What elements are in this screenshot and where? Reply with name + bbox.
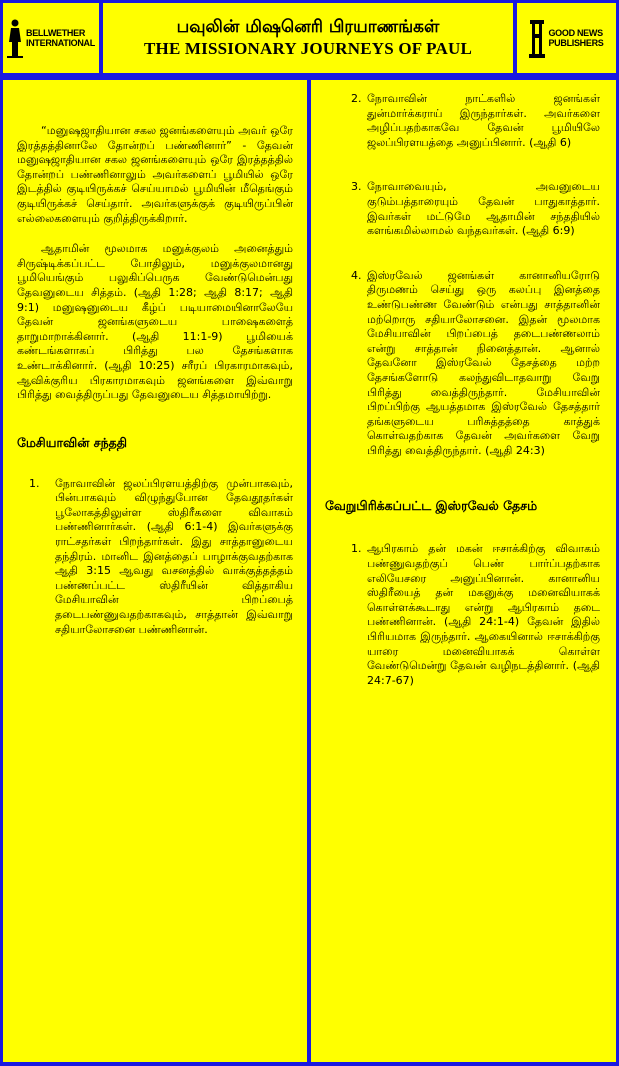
section-heading-messiah-lineage: மேசியாவின் சந்ததி [17, 434, 127, 450]
list-item [325, 92, 600, 150]
good-news-logo [517, 3, 616, 73]
left-logo-line2: INTERNATIONAL [26, 38, 95, 48]
bellwether-logo [3, 3, 99, 73]
bellwether-figure-icon [7, 18, 23, 58]
gutenberg-press-icon [529, 18, 545, 58]
title-panel [103, 3, 513, 73]
title-english: THE MISSIONARY JOURNEYS OF PAUL [143, 39, 472, 58]
right-logo-line2: PUBLISHERS [548, 38, 604, 48]
list-item [17, 477, 293, 638]
israel-list [325, 542, 600, 688]
list-item-text: நோவாவின் நாட்களில் ஜனங்கள் துன்மார்க்கராய் இருந்தார்கள். அவர்களை அழிப்பதற்காகவே தேவன் பூமியிலே ஜலப்பிரளயத்தை அனுப்பினார். (ஆதி 6) [367, 92, 600, 149]
left-column [3, 80, 307, 1062]
list-item-number: 1. [351, 542, 362, 556]
list-item-number: 2. [351, 92, 362, 105]
list-item [325, 180, 600, 238]
intro-paragraph-2: ஆதாமின் மூலமாக மனுக்குலம் அனைத்தும் சிருஷ்டிக்கப்பட்ட போதிலும், மனுக்குலமானது பூமியெங்கும் பலுகிப்பெருக வேண்டுமென்பது தேவனுடைய சித்தம். (ஆதி 1:28; ஆதி 8:17; ஆதி 9:1) மனுஷனுடைய கீழ்ப் படியாமையினாலேயே தேவன் ஜனங்களுடைய பாஷைகளைத் தாறுமாறாக்கினார். (ஆதி 11:1-9) பூமியைக் கண்டங்களாகப் பிரித்து பல தேசங்களாக உண்டாக்கினார். (ஆதி 10:25) சரீரப் பிரகாரமாகவும், ஆவிக்குரிய பிரகாரமாகவும் ஜனங்களை இவ்வாறு பிரித்து வைத்திருப்பது தேவனுடைய சித்தமாயிற்று. [17, 242, 293, 402]
list-item-text: இஸ்ரவேல் ஜனங்கள் கானானியரோடு திருமணம் செய்து ஒரு கலப்பு இனத்தை உண்டுபண்ண வேண்டும் என்பது சாத்தானின் மற்றொரு சதியாலோசனை. இதன் மூலமாக மேசியாவின் பிறப்பைத் தடைபண்ணலாம் என்று சாத்தான் நினைத்தான். ஆனால் தேவனோ இஸ்ரவேல் தேசத்தை மற்ற தேசங்களோடு கலந்துவிடாதவாறு வேறு பிரித்து வைத்திருந்தார். மேசியாவின் பிறப்பிற்கு ஆயத்தமாக இஸ்ரவேல் தேசத்தார் தங்களுடைய பரிசுத்தத்தை காத்துக் கொள்வதற்காக தேவன் அவர்களை வேறு பிரித்து வைத்திருந்தார். (ஆதி 24:3) [367, 268, 600, 457]
list-item-number: 4. [351, 268, 362, 282]
lineage-list-continued [325, 92, 600, 458]
list-item-text: நோவாவின் ஜலப்பிரளயத்திற்கு முன்பாகவும், பின்பாகவும் விழுந்துபோன தேவதூதர்கள் பூலோகத்திலுள்ள ஸ்திரீகளை விவாகம் பண்ணினார்கள். (ஆதி 6:1-4) இவர்களுக்கு ராட்சதர்கள் பிறந்தார்கள். இது சாத்தானுடைய தந்திரம். மானிட இனத்தைப் பாழாக்குவதற்காக ஆதி 3:15 ஆவது வசனத்தில் வாக்குத்தத்தம் பண்ணப்பட்ட ஸ்திரீயின் வித்தாகிய மேசியாவின் பிறப்பைத் தடைபண்ணுவதற்காகவும், சாத்தான் இவ்வாறு சதியாலோசனை பண்ணினான். [55, 476, 293, 636]
title-tamil: பவுலின் மிஷனெரி பிரயாணங்கள் [176, 17, 440, 37]
right-column [311, 80, 616, 1062]
list-item-text: நோவாவையும், அவனுடைய குடும்பத்தாரையும் தேவன் பாதுகாத்தார். இவர்கள் மட்டுமே ஆதாமின் சந்ததியில் களங்கமில்லாமல் வந்தவர்கள். (ஆதி 6:9) [367, 180, 600, 238]
list-item-number: 3. [351, 180, 362, 194]
right-logo-line1: GOOD NEWS [548, 28, 603, 38]
intro-paragraph-1: “மனுஷஜாதியான சகல ஜனங்களையும் அவர் ஒரே இரத்தத்தினாலே தோன்றப் பண்ணினார்” - தேவன் மனுஷஜாதியான சகல ஜனங்களையும் ஒரே இரத்தத்தில் தோன்றப் பண்ணினாலும் அவர்களைப் பூமியில் ஒரே இடத்தில் குடியிருக்கச் செய்யாமல் பூமியின் மீதெங்கும் குடியிருக்கச் செய்தார். அவர்களுக்குக் குடியிருப்பின் எல்லைகளையும் குறித்திருக்கிறார். [17, 124, 293, 225]
lineage-list [17, 477, 293, 638]
list-item [325, 269, 600, 459]
section-heading-separated-israel: வேறுபிரிக்கப்பட்ட இஸ்ரவேல் தேசம் [325, 498, 538, 514]
list-item [325, 542, 600, 688]
list-item-number: 1. [29, 476, 40, 490]
list-item-text: ஆபிரகாம் தன் மகன் ஈசாக்கிற்கு விவாகம் பண்ணுவதற்குப் பெண் பார்ப்பதற்காக எலியேசரை அனுப்பினான். கானானிய ஸ்திரீயைத் தன் மகனுக்கு மனைவியாகக் கொள்ளக்கூடாது என்று ஆபிரகாம் தடை பண்ணினான். (ஆதி 24:1-4) தேவன் இதில் பிரியமாக இருந்தார். ஆகையினால் ஈசாக்கிற்கு யாரை மனைவியாகக் கொள்ள வேண்டுமென்று தேவன் வழிநடத்தினார். (ஆதி 24:7-67) [367, 542, 600, 687]
left-logo-line1: BELLWETHER [26, 28, 86, 38]
